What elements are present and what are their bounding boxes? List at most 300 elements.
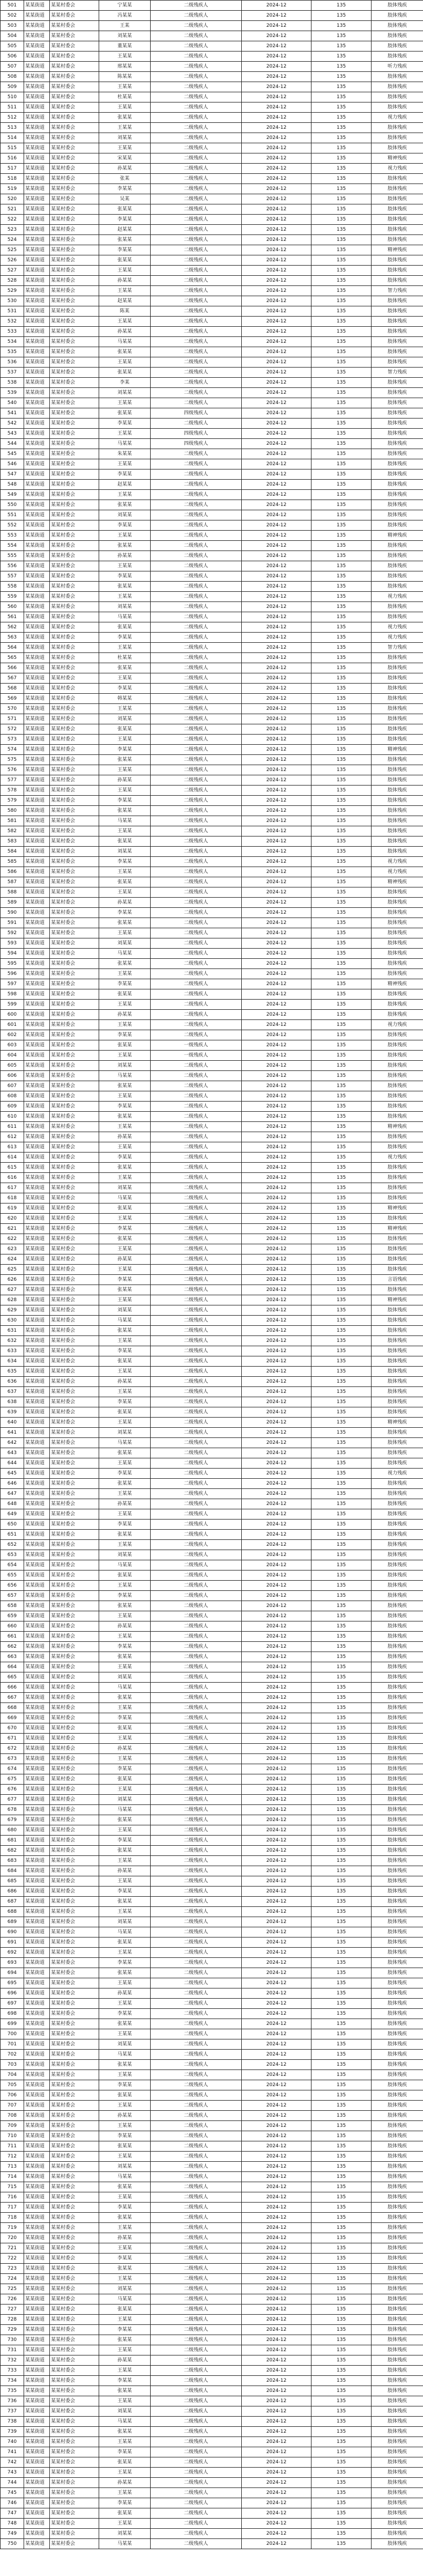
table-row [1,1071,423,1081]
table-row [1,2141,423,2152]
name-cell: 王某某 [99,143,151,153]
table-row [1,1102,423,1112]
row-number: 510 [1,92,24,102]
village-cell: 某某村委会 [50,2447,99,2457]
table-row [1,72,423,82]
table-row [1,1010,423,1020]
name-cell: 刘某某 [99,847,151,857]
type-cell: 二级残疾人 [151,2468,242,2478]
village-cell: 某某村委会 [50,2060,99,2070]
month-cell: 2024-12 [242,1785,311,1795]
type-cell: 二级残疾人 [151,908,242,918]
table-row [1,1428,423,1438]
row-number: 624 [1,1254,24,1265]
township-cell: 某某街道 [24,857,50,867]
type-cell: 二级残疾人 [151,1000,242,1010]
township-cell: 某某街道 [24,1815,50,1825]
name-cell: 李某某 [99,1275,151,1285]
name-cell: 王某某 [99,1000,151,1010]
township-cell: 某某街道 [24,2498,50,2508]
category-cell: 肢体残疾 [372,2305,423,2315]
row-number: 663 [1,1652,24,1662]
type-cell: 二级残疾人 [151,694,242,704]
village-cell: 某某村委会 [50,2396,99,2406]
name-cell: 张某某 [99,2264,151,2274]
row-number: 522 [1,215,24,225]
type-cell: 二级残疾人 [151,449,242,459]
month-cell: 2024-12 [242,1438,311,1448]
village-cell: 某某村委会 [50,235,99,245]
table-row [1,1662,423,1672]
category-cell: 肢体残疾 [372,1030,423,1040]
name-cell: 王某某 [99,2345,151,2355]
month-cell: 2024-12 [242,2294,311,2305]
row-number: 742 [1,2457,24,2468]
month-cell: 2024-12 [242,1897,311,1907]
village-cell: 某某村委会 [50,1611,99,1621]
village-cell: 某某村委会 [50,612,99,622]
month-cell: 2024-12 [242,2203,311,2213]
amount-cell: 135 [311,1856,372,1866]
amount-cell: 135 [311,1336,372,1346]
row-number: 618 [1,1193,24,1203]
name-cell: 王某某 [99,826,151,836]
type-cell: 二级残疾人 [151,1520,242,1530]
township-cell: 某某街道 [24,1978,50,1988]
village-cell: 某某村委会 [50,541,99,551]
month-cell: 2024-12 [242,1336,311,1346]
category-cell: 肢体残疾 [372,1000,423,1010]
township-cell: 某某街道 [24,276,50,286]
amount-cell: 135 [311,2070,372,2080]
table-row [1,1030,423,1040]
table-row [1,2396,423,2406]
amount-cell: 135 [311,1479,372,1489]
village-cell: 某某村委会 [50,174,99,184]
village-cell: 某某村委会 [50,1438,99,1448]
category-cell: 肢体残疾 [372,1693,423,1703]
type-cell: 二级残疾人 [151,1846,242,1856]
table-row [1,1142,423,1153]
township-cell: 某某街道 [24,11,50,21]
row-number: 702 [1,2050,24,2060]
township-cell: 某某街道 [24,1795,50,1805]
month-cell: 2024-12 [242,1836,311,1846]
row-number: 623 [1,1244,24,1254]
month-cell: 2024-12 [242,1927,311,1937]
village-cell: 某某村委会 [50,2162,99,2172]
category-cell: 智力残疾 [372,286,423,296]
township-cell: 某某街道 [24,1254,50,1265]
category-cell: 肢体残疾 [372,52,423,62]
type-cell: 二级残疾人 [151,1764,242,1774]
month-cell: 2024-12 [242,2121,311,2131]
amount-cell: 135 [311,1061,372,1071]
month-cell: 2024-12 [242,836,311,847]
village-cell: 某某村委会 [50,1316,99,1326]
village-cell: 某某村委会 [50,1,99,11]
table-row [1,194,423,204]
table-row [1,1621,423,1632]
table-row [1,1560,423,1570]
type-cell: 二级残疾人 [151,1418,242,1428]
table-row [1,62,423,72]
category-cell: 肢体残疾 [372,602,423,612]
table-row [1,796,423,806]
month-cell: 2024-12 [242,225,311,235]
village-cell: 某某村委会 [50,2294,99,2305]
type-cell: 二级残疾人 [151,1713,242,1723]
amount-cell: 135 [311,2498,372,2508]
month-cell: 2024-12 [242,571,311,582]
category-cell: 肢体残疾 [372,1326,423,1336]
month-cell: 2024-12 [242,1866,311,1876]
table-row [1,2478,423,2488]
township-cell: 某某街道 [24,62,50,72]
village-cell: 某某村委会 [50,867,99,877]
name-cell: 刘某某 [99,2284,151,2294]
name-cell: 李某某 [99,571,151,582]
township-cell: 某某街道 [24,806,50,816]
type-cell: 二级残疾人 [151,1173,242,1183]
category-cell: 肢体残疾 [372,1662,423,1672]
row-number: 611 [1,1122,24,1132]
type-cell: 二级残疾人 [151,959,242,969]
table-row [1,1356,423,1367]
table-row [1,1234,423,1244]
category-cell: 肢体残疾 [372,561,423,571]
month-cell: 2024-12 [242,1856,311,1866]
amount-cell: 135 [311,582,372,592]
month-cell: 2024-12 [242,1224,311,1234]
row-number: 548 [1,480,24,490]
name-cell: 张某某 [99,2508,151,2519]
township-cell: 某某街道 [24,1652,50,1662]
table-row [1,1897,423,1907]
table-row [1,938,423,949]
type-cell: 二级残疾人 [151,2478,242,2488]
category-cell: 肢体残疾 [372,1377,423,1387]
name-cell: 王某某 [99,786,151,796]
village-cell: 某某村委会 [50,82,99,92]
amount-cell: 135 [311,1224,372,1234]
village-cell: 某某村委会 [50,62,99,72]
amount-cell: 135 [311,2223,372,2233]
name-cell: 马某某 [99,2050,151,2060]
type-cell: 四级残疾人 [151,429,242,439]
type-cell: 二级残疾人 [151,92,242,102]
township-cell: 某某街道 [24,1173,50,1183]
table-row [1,347,423,357]
village-cell: 某某村委会 [50,1744,99,1754]
category-cell: 智力残疾 [372,368,423,378]
name-cell: 李某某 [99,2447,151,2457]
amount-cell: 135 [311,2539,372,2549]
table-row [1,2529,423,2539]
township-cell: 某某街道 [24,1418,50,1428]
amount-cell: 135 [311,1785,372,1795]
row-number: 617 [1,1183,24,1193]
row-number: 682 [1,1846,24,1856]
category-cell: 肢体残疾 [372,1102,423,1112]
month-cell: 2024-12 [242,2366,311,2376]
village-cell: 某某村委会 [50,21,99,31]
name-cell: 张某 [99,174,151,184]
row-number: 655 [1,1570,24,1581]
table-row [1,612,423,622]
table-row [1,1193,423,1203]
type-cell: 二级残疾人 [151,2294,242,2305]
table-row [1,1081,423,1091]
village-cell: 某某村委会 [50,2141,99,2152]
township-cell: 某某街道 [24,989,50,1000]
table-row [1,510,423,520]
row-number: 574 [1,745,24,755]
category-cell: 肢体残疾 [372,847,423,857]
type-cell: 二级残疾人 [151,1805,242,1815]
name-cell: 张某某 [99,989,151,1000]
category-cell: 肢体残疾 [372,582,423,592]
month-cell: 2024-12 [242,887,311,898]
category-cell: 肢体残疾 [372,1540,423,1550]
row-number: 667 [1,1693,24,1703]
name-cell: 王某某 [99,1458,151,1469]
village-cell: 某某村委会 [50,327,99,337]
amount-cell: 135 [311,2080,372,2090]
amount-cell: 135 [311,1815,372,1825]
category-cell: 精神残疾 [372,1122,423,1132]
table-row [1,439,423,449]
category-cell: 肢体残疾 [372,541,423,551]
row-number: 514 [1,133,24,143]
village-cell: 某某村委会 [50,1540,99,1550]
month-cell: 2024-12 [242,775,311,786]
category-cell: 肢体残疾 [372,92,423,102]
amount-cell: 135 [311,1091,372,1102]
table-row [1,113,423,123]
name-cell: 王某某 [99,490,151,500]
month-cell: 2024-12 [242,847,311,857]
category-cell: 肢体残疾 [372,2478,423,2488]
table-row [1,1540,423,1550]
township-cell: 某某街道 [24,143,50,153]
village-cell: 某某村委会 [50,1785,99,1795]
name-cell: 刘某某 [99,1795,151,1805]
type-cell: 二级残疾人 [151,2121,242,2131]
name-cell: 王某某 [99,1785,151,1795]
table-row [1,1367,423,1377]
village-cell: 某某村委会 [50,469,99,480]
township-cell: 某某街道 [24,2305,50,2315]
name-cell: 张某某 [99,204,151,215]
table-row [1,1693,423,1703]
township-cell: 某某街道 [24,347,50,357]
category-cell: 肢体残疾 [372,2396,423,2406]
table-row [1,2427,423,2437]
category-cell: 肢体残疾 [372,378,423,388]
amount-cell: 135 [311,245,372,255]
category-cell: 肢体残疾 [372,276,423,286]
township-cell: 某某街道 [24,1611,50,1621]
township-cell: 某某街道 [24,102,50,113]
amount-cell: 135 [311,2254,372,2264]
amount-cell: 135 [311,1611,372,1621]
name-cell: 王某某 [99,1051,151,1061]
row-number: 745 [1,2488,24,2498]
village-cell: 某某村委会 [50,1051,99,1061]
name-cell: 张某某 [99,1448,151,1458]
table-row [1,2203,423,2213]
category-cell: 肢体残疾 [372,908,423,918]
township-cell: 某某街道 [24,1958,50,1968]
name-cell: 王某某 [99,765,151,775]
name-cell: 李某某 [99,215,151,225]
type-cell: 二级残疾人 [151,82,242,92]
township-cell: 某某街道 [24,2009,50,2019]
category-cell: 肢体残疾 [372,1183,423,1193]
row-number: 526 [1,255,24,266]
type-cell: 二级残疾人 [151,2060,242,2070]
amount-cell: 135 [311,1285,372,1295]
name-cell: 刘某某 [99,510,151,520]
type-cell: 二级残疾人 [151,1214,242,1224]
amount-cell: 135 [311,368,372,378]
category-cell: 肢体残疾 [372,1265,423,1275]
month-cell: 2024-12 [242,500,311,510]
row-number: 693 [1,1958,24,1968]
category-cell: 肢体残疾 [372,143,423,153]
type-cell: 二级残疾人 [151,1203,242,1214]
row-number: 602 [1,1030,24,1040]
table-row [1,1764,423,1774]
row-number: 690 [1,1927,24,1937]
type-cell: 二级残疾人 [151,1754,242,1764]
category-cell: 肢体残疾 [372,2162,423,2172]
township-cell: 某某街道 [24,2417,50,2427]
name-cell: 王某某 [99,2152,151,2162]
village-cell: 某某村委会 [50,1713,99,1723]
table-row [1,1254,423,1265]
month-cell: 2024-12 [242,102,311,113]
type-cell: 二级残疾人 [151,1142,242,1153]
amount-cell: 135 [311,215,372,225]
type-cell: 二级残疾人 [151,1948,242,1958]
row-number: 643 [1,1448,24,1458]
category-cell: 肢体残疾 [372,1887,423,1897]
table-row [1,2447,423,2457]
row-number: 719 [1,2223,24,2233]
table-row [1,1489,423,1499]
village-cell: 某某村委会 [50,2335,99,2345]
type-cell: 二级残疾人 [151,826,242,836]
type-cell: 二级残疾人 [151,1469,242,1479]
category-cell: 肢体残疾 [372,806,423,816]
category-cell: 肢体残疾 [372,510,423,520]
category-cell: 肢体残疾 [372,969,423,979]
row-number: 704 [1,2070,24,2080]
village-cell: 某某村委会 [50,582,99,592]
table-row [1,602,423,612]
village-cell: 某某村委会 [50,1040,99,1051]
type-cell: 二级残疾人 [151,1530,242,1540]
amount-cell: 135 [311,419,372,429]
type-cell: 二级残疾人 [151,327,242,337]
amount-cell: 135 [311,571,372,582]
category-cell: 肢体残疾 [372,1,423,11]
type-cell: 二级残疾人 [151,1836,242,1846]
name-cell: 张某某 [99,500,151,510]
month-cell: 2024-12 [242,1601,311,1611]
table-row [1,836,423,847]
type-cell: 二级残疾人 [151,2345,242,2355]
category-cell: 肢体残疾 [372,1836,423,1846]
month-cell: 2024-12 [242,806,311,816]
township-cell: 某某街道 [24,765,50,775]
category-cell: 肢体残疾 [372,2335,423,2345]
name-cell: 陈某某 [99,72,151,82]
amount-cell: 135 [311,1703,372,1713]
amount-cell: 135 [311,2437,372,2447]
row-number: 711 [1,2141,24,2152]
category-cell: 肢体残疾 [372,2121,423,2131]
type-cell: 二级残疾人 [151,1601,242,1611]
township-cell: 某某街道 [24,490,50,500]
row-number: 668 [1,1703,24,1713]
amount-cell: 135 [311,225,372,235]
village-cell: 某某村委会 [50,357,99,368]
name-cell: 孙某某 [99,2233,151,2243]
township-cell: 某某街道 [24,255,50,266]
type-cell: 二级残疾人 [151,2315,242,2325]
type-cell: 二级残疾人 [151,1,242,11]
month-cell: 2024-12 [242,143,311,153]
name-cell: 马某某 [99,1316,151,1326]
type-cell: 二级残疾人 [151,1244,242,1254]
amount-cell: 135 [311,2029,372,2039]
month-cell: 2024-12 [242,1621,311,1632]
category-cell: 肢体残疾 [372,204,423,215]
month-cell: 2024-12 [242,1774,311,1785]
table-row [1,2325,423,2335]
category-cell: 肢体残疾 [372,571,423,582]
name-cell: 李某某 [99,2498,151,2508]
name-cell: 马某某 [99,1805,151,1815]
category-cell: 肢体残疾 [372,1948,423,1958]
name-cell: 刘某某 [99,938,151,949]
type-cell: 二级残疾人 [151,1122,242,1132]
category-cell: 肢体残疾 [372,1244,423,1254]
type-cell: 二级残疾人 [151,255,242,266]
amount-cell: 135 [311,2406,372,2417]
name-cell: 孙某某 [99,1621,151,1632]
row-number: 645 [1,1469,24,1479]
type-cell: 二级残疾人 [151,337,242,347]
table-row [1,735,423,745]
village-cell: 某某村委会 [50,1550,99,1560]
row-number: 657 [1,1591,24,1601]
amount-cell: 135 [311,1254,372,1265]
row-number: 607 [1,1081,24,1091]
township-cell: 某某街道 [24,1764,50,1774]
amount-cell: 135 [311,1326,372,1336]
month-cell: 2024-12 [242,2508,311,2519]
row-number: 511 [1,102,24,113]
township-cell: 某某街道 [24,2090,50,2101]
name-cell: 王某某 [99,2396,151,2406]
category-cell: 肢体残疾 [372,41,423,52]
type-cell: 二级残疾人 [151,2039,242,2050]
name-cell: 刘某某 [99,133,151,143]
